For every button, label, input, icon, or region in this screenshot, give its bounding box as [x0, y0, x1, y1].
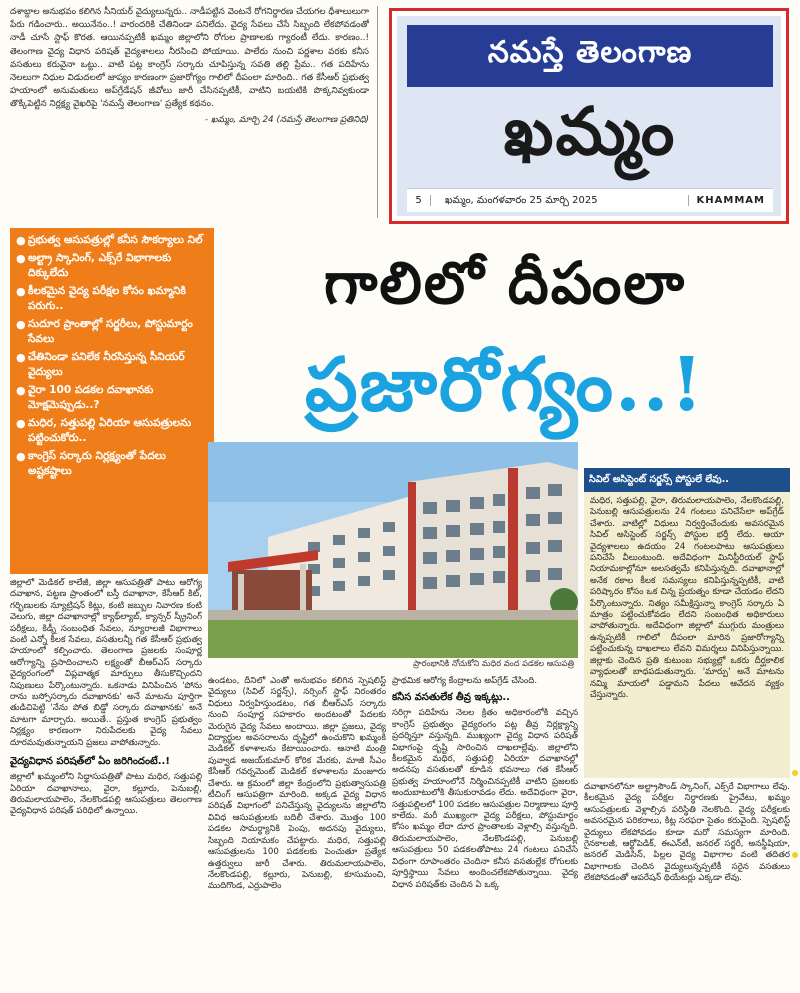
highlight-text: సుదూర ప్రాంతాల్లో సర్జరీలు, పోస్టుమార్టం సేవలు	[28, 318, 193, 345]
article-paragraph: జిల్లాలో మెడికల్ కాలేజీ, జిల్లా ఆసుపత్రితో పాటు ఆరోగ్య దవాఖాన, పట్టణ ప్రాంతంలో బస్తీ దవాఖానా, కేసీఆర్ కిట్, గర్భిణులకు న్యూట్రిషన్ కిట్లు, కంటి జబ్బుల నివారణ కంటి వెలుగు, జిల్లా దవాఖానాల్లో క్యాథ్‌ల్యాబ్, క్యాన్సర్ స్క్రీనింగ్ పరీక్షలు, కిడ్నీ సంబంధిత సేవలు, న్యూరాలజీ విభాగాలు వంటి ఎన్నో కీలక సేవలు, వసతులన్నీ గత కేసీఆర్ ప్రభుత్వ హయాంలో కల్పించారు. తెలంగాణ ప్రజలకు సంపూర్ణ ఆరోగ్యాన్ని ప్రసాదించాలని లక్ష్యంతో బీఆర్ఎస్ సర్కారు వైద్యరంగంలో విప్లవాత్మక మార్పులు తీసుకొచ్చిందని నిపుణులు పేర్కొంటున్నారు. ఒకనాడు వినిపించిన 'పోను రాను బస్సోసర్కారు దవాఖానకు' అనే మాటను పూర్తిగా తుడిచిపెట్టి 'నేను పోత బిడ్డో సర్కారు దవాఖానకు' అనే మాటగా మార్చారు. అయితే.. ప్రస్తుత కాంగ్రెస్ ప్రభుత్వం నిర్లక్ష్యం కారణంగా నిరుపేదలకు వైద్య సేవలు దూరమవుతున్నాయని ప్రజలు వాపోతున్నారు.	[10, 578, 202, 748]
highlight-item	[16, 233, 206, 248]
highlight-text: ప్రభుత్వ ఆసుపత్రుల్లో కనీస సౌకర్యాలు నిల్	[28, 234, 203, 246]
bullet-icon: ●	[16, 234, 26, 247]
article-paragraph: దవాఖానలోనూ అల్ట్రాసౌండ్ స్కానింగ్, ఎక్స్‌రే విభాగాలు లేవు. కీలకమైన వైద్య పరీక్షల నిర్ధారణకు ప్రైవేటు, ఖమ్మం ఆసుపత్రులకు వెళ్లాల్సిన పరిస్థితి నెలకొంది. వైద్య పరీక్షలకు అవసరమైన పరికరాలు, కిట్ల సరఫరా సైతం కరువైంది. స్పెషలిస్ట్ వైద్యులు లేకపోవడం కూడా మరో సమస్యగా మారింది. గైనకాలజీ, ఆర్థోపెడిక్, ఈఎన్‌టీ, జనరల్ సర్జరీ, అనస్థీషియా, జనరల్ మెడిసిన్, పిల్లల వైద్య విభాగాల వంటి తదితర విభాగాలకు చెందిన వైద్యులున్నప్పటికీ సరైన వసతులు లేకపోవడంతో ఆపరేషన్ థియేటర్లు ఎక్కడా లేవు.	[584, 782, 790, 884]
sidebar-story-box	[584, 468, 790, 778]
margin-dot-icon	[792, 852, 798, 858]
bullet-icon: ●	[16, 450, 26, 463]
article-paragraph: ఉండటం, దీనిలో ఎంతో అనుభవం కలిగిన స్పెషలిస్ట్ వైద్యులు (సివిల్ సర్జన్స్), నర్సింగ్ స్టాఫ్ నిరంతరం విధులు నిర్వహిస్తుండటం, గత బీఆర్ఎస్ సర్కారు నుంచి సంపూర్ణ సహకారం అందటంతో పేదలకు మెరుగైన వైద్య సేవలు అందాయి. జిల్లా ప్రజలు, వైద్య విద్యార్థుల అవసరాలను దృష్టిలో ఉంచుకొని ఖమ్మంకి మెడికల్ కళాశాలను కేటాయించారు. ఆనాటి మంత్రి పువ్వాడ అజయ్‌కుమార్ కోరిక మేరకు, మాజీ సీఎం కేసీఆర్ గవర్నమెంట్ మెడికల్ కళాశాలను మంజూరు చేశారు. ఆ క్రమంలో జిల్లా కేంద్రంలోని ప్రభుత్వాసుపత్రి టీచింగ్ ఆసుపత్రిగా మారింది. అక్కడ వైద్య విధాన పరిషత్ విభాగంలో పనిచేస్తున్న వైద్యులను జిల్లాలోని వివిధ ఆసుపత్రులకు బదిలీ చేశారు. మొత్తం 100 పడకల సామర్థ్యానికి పెంపు, అదనపు వైద్యులు, సిబ్బంది నియామకం చేపట్టారు. మధిర, సత్తుపల్లి ఆసుపత్రులను 100 పడకలకు పెంచుతూ ప్రత్యేక ఉత్తర్వులు జారీ చేశారు. తిరుమలాయపాలెం, నేలకొండపల్లి, కల్లూరు, పెనుబల్లి, కూసుమంచి, ముదిగొండ, ఎర్రుపాలెం	[208, 676, 386, 892]
bullet-icon: ●	[16, 252, 26, 265]
sidebar-story-heading: సివిల్ అసిస్టెంట్ సర్జన్స్ పోస్టులే లేవు..	[584, 468, 790, 492]
highlight-item	[16, 350, 206, 380]
article-column-3	[392, 676, 578, 990]
sidebar-story-text: మధిర, సత్తుపల్లి, వైరా, తిరుమలాయపాలెం, నేలకొండపల్లి, పెనుబల్లి ఆసుపత్రులను 24 గంటలు పనిచేసేలా అప్‌గ్రేడ్ చేశారు. వాటిల్లో విధులు నిర్వర్తించేందుకు అవసరమైన సివిల్ అసిస్టెంట్ సర్జన్స్ పోస్టుల భర్తీ లేదు. ఆయా వైద్యశాలలు ఉదయం 24 గంటలపాటు ఆసుపత్రులు పనిచేసే వీలుంటుంది. అదేవిధంగా మినిస్టీరియల్ స్టాఫ్ నియామకాల్లోనూ అలసత్వమే కనిపిస్తున్నది. దవాఖానాల్లో అనేక రకాల కీలక సమస్యలు కనిపిస్తున్నప్పటికీ, వాటి పరిష్కారం కోసం ఒక చిన్న ప్రయత్నం కూడా చేయడం లేదని పేర్కొంటున్నారు. నిత్యం సమీక్షిస్తున్నా కాంగ్రెస్ సర్కారు ఏ మాత్రం పట్టించుకోవడం లేదని సంబంధిత అధికారులు వాపోతున్నారు. అదేవిధంగా జిల్లాలో ముగ్గురు మంత్రులు ఉన్నప్పటికీ గాలిలో దీపంలా మారిన ప్రజారోగ్యాన్ని పట్టించుకున్న దాఖలాలు లేవని విమర్శలు వినిపిస్తున్నాయి. జిల్లాకు చెందిన ప్రతి కుటుంబ సభ్యుల్లో ఒకరు దీర్ఘకాలిక వ్యాధులతో బాధపడుతున్నారు. 'మార్పు' అనే మాటను నమ్మి మాయలో పడ్డామని పేదలు ఆవేదన వ్యక్తం చేస్తున్నారు.	[590, 496, 784, 700]
edition-name: ఖమ్మం	[503, 92, 677, 170]
intro-text: దశాబ్దాల అనుభవం కలిగిన సీనియర్ వైద్యులున్నరు.. నాడీపట్టిన వెంటనే రోగనిర్ధారణ చేయగల ధీశాలులుగా పేరు గడించారు.. అయినేనం..! వారందరికి చేతినిండా పనిలేదు. వైద్య సేవలు చేసే సిబ్బంది లేకపోవడంతో నాడీ చూసే స్టాఫ్ కొరత. ఆయినప్పటికీ ఖమ్మం జిల్లాలోని రోగుల ప్రాణాలకు గ్యారంటీ లేదు. కారణం..! తెలంగాణ వైద్య విధాన పరిషత్ వైద్యశాలలు నీరసించి పోయాయి. పాలేరు నుంచి పర్ణశాల వరకు కనీస వసతులు కరువైనా ఒట్టు.. వాటి పట్ల కాంగ్రెస్ సర్కారు చూపిస్తున్న సవతి తల్లి ప్రేమ.. గత పదిహేను నెలలుగా నిధుల విడుదలలో జాప్యం కారణంగా ప్రజారోగ్యం గాలిలో దీపంలా మారింది.. గత కేసీఆర్ ప్రభుత్వ హయాంలో అనుమతులు అప్‌గ్రేడేషన్ జీవోలు జారీ చేసినప్పటికీ, వాటిని బయటికి పొక్కనివ్వకుండా తొక్కిపెట్టిన నిర్లక్ష్య వైఖరిపై 'నమస్తే తెలంగాణ' ప్రత్యేక కథనం.	[10, 7, 369, 110]
masthead-info-bar	[407, 188, 773, 212]
highlight-item	[16, 284, 206, 314]
bullet-icon: ●	[16, 351, 26, 364]
article-paragraph: జిల్లాలో ఖమ్మంలోని సిద్ధాసుపత్రితో పాటు మధిర, సత్తుపల్లి ఏరియా దవాఖానాలు, వైరా, కల్లూరు, పెనుబల్లి, తిరుమలాయపాలెం, నేలకొండపల్లి ఆసుపత్రులు తెలంగాణ వైద్యవిధాన పరిషత్ పరిధిలో ఉన్నాయి.	[10, 772, 202, 817]
date-line: ఖమ్మం, మంగళవారం 25 మార్చి 2025	[445, 194, 598, 206]
masthead-inner	[397, 16, 781, 216]
highlights-list	[16, 233, 206, 479]
highlight-text: మధిర, సత్తుపల్లి ఏరియా ఆసుపత్రులను పట్టించుకోరు..	[28, 417, 192, 444]
highlight-item	[16, 317, 206, 347]
intro-dateline: - ఖమ్మం, మార్చి 24 (నమస్తే తెలంగాణ ప్రతినిధి)	[204, 114, 369, 125]
intro-column	[10, 6, 378, 218]
article-column-4	[584, 782, 790, 990]
highlights-sidebar	[10, 228, 214, 574]
highlight-text: వైరా 100 పడకల దవాఖానకు మోక్షమెప్పుడు..?	[28, 384, 154, 411]
page-number: 5	[407, 195, 431, 206]
article-paragraph: సరిగ్గా పదిహేను నెలల క్రితం అధికారంలోకి వచ్చిన కాంగ్రెస్ ప్రభుత్వం వైద్యరంగం పట్ల తీవ్ర నిర్లక్ష్యాన్ని ప్రదర్శిస్తూ వస్తున్నది. ముఖ్యంగా వైద్య విధాన పరిషత్ విభాగంపై దృష్టి సారించిన దాఖలాల్లేవు. జిల్లాలోని కీలకమైన మధిర, సత్తుపల్లి ఏరియా దవాఖానల్లో అదనపు వసతులతో కూడిన భవనాలు గత కేసీఆర్ ప్రభుత్వ హయాంలోనే నిర్మించినప్పటికీ వాటిని ప్రజలకు అందుబాటులోకి తీసుకురావడం లేదు. అదేవిధంగా వైరా, సత్తుపల్లిలలో 100 పడకల ఆసుపత్రుల నిర్మాణాలు పూర్తి కాలేదు. మరీ ముఖ్యంగా వైద్య పరీక్షలు, పోస్టుమార్టం కోసం ఖమ్మం లేదా దూర ప్రాంతాలకు వెళ్లాల్సి వస్తున్నది. తిరుమలాయపాలెం, నేలకొండపల్లి, పెనుబల్లి ఆసుపత్రులు 50 పడకలతోపాటు 24 గంటలు పనిచేసే విధంగా రూపాంతరం చెందినా కనీస వసతుల్లేక రోగులకు పూర్తిస్థాయి సేవలు అందించలేకపోతున్నాయి. వైద్య విధాన పరిషత్‌కు చెందిన ఏ ఒక్క	[392, 708, 578, 890]
subheading-facilities: కనీస వసతులేక తీవ్ర ఇక్కట్లు..	[392, 692, 510, 704]
bullet-icon: ●	[16, 285, 26, 298]
subheading-vaidya-vidhana: వైద్యవిధాన పరిషత్‌లో ఏం జరిగిందంటే..!	[10, 756, 170, 768]
headline-line-2: ప్రజారోగ్యం..!	[304, 342, 705, 428]
bullet-icon: ●	[16, 417, 26, 430]
article-column-2	[208, 676, 386, 990]
article-column-1	[10, 578, 202, 990]
hospital-photo	[208, 442, 578, 658]
hospital-building-illustration	[208, 442, 578, 658]
photo-caption: ప్రారంభానికి నోచుకోని మధిర వంద పడకల ఆసుపత్రి	[413, 658, 574, 668]
margin-dot-icon	[792, 770, 798, 776]
masthead	[389, 8, 789, 224]
highlight-item	[16, 449, 206, 479]
highlight-text: చేతినిండా పనిలేక నీరసిస్తున్న సీనియర్ వైద్యులు	[28, 351, 185, 378]
headline-line-1: గాలిలో దీపంలా	[323, 249, 687, 317]
paper-name: నమస్తే తెలంగాణ	[407, 25, 773, 87]
highlight-text: కీలకమైన వైద్య పరీక్షల కోసం ఖమ్మానికి పరుగు..	[28, 285, 186, 312]
bullet-icon: ●	[16, 384, 26, 397]
highlight-item	[16, 383, 206, 413]
highlight-item	[16, 251, 206, 281]
city-label: KHAMMAM	[688, 195, 773, 206]
article-paragraph: ప్రాథమిక ఆరోగ్య కేంద్రాలను అప్‌గ్రేడ్ చేసింది.	[392, 676, 538, 686]
highlight-item	[16, 416, 206, 446]
highlight-text: అల్ట్రా స్కానింగ్, ఎక్స్‌రే విభాగాలకు దిక్కులేదు	[28, 252, 172, 279]
highlight-text: కాంగ్రెస్ సర్కారు నిర్లక్ష్యంతో పేదలు అష్టకష్టాలు	[28, 450, 166, 477]
bullet-icon: ●	[16, 318, 26, 331]
